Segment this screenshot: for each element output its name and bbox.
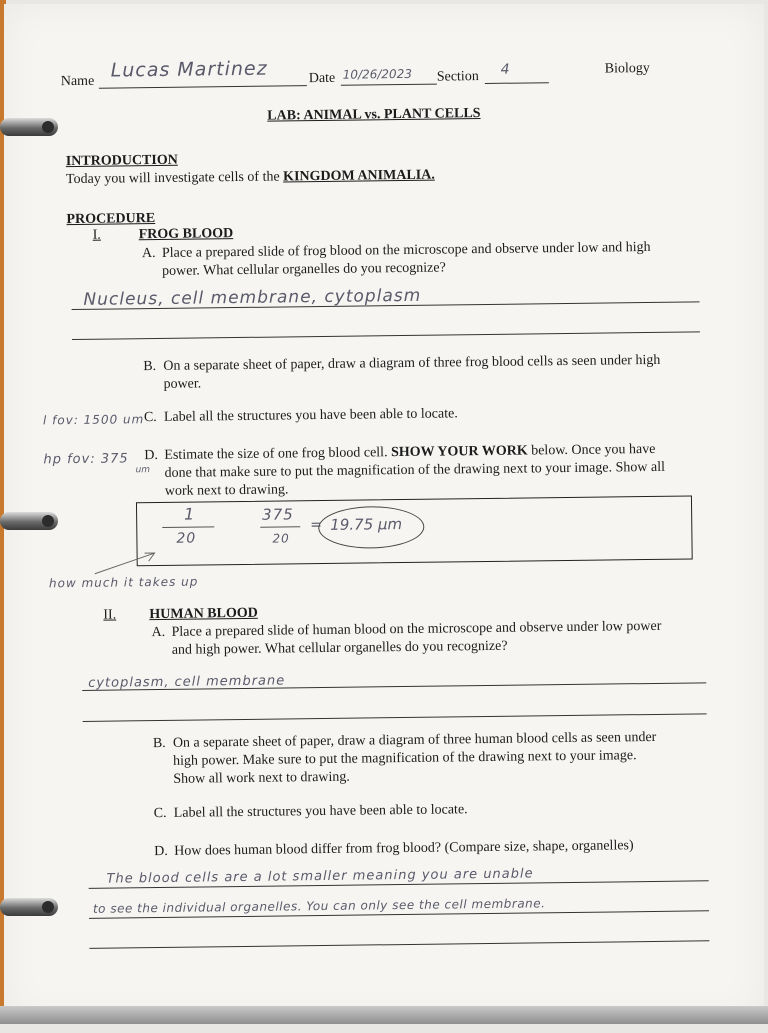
subject-label: Biology	[604, 60, 650, 77]
p2-qc-label: C.	[153, 805, 167, 822]
p1-qd-label: D.	[144, 448, 159, 464]
p2-qa-line2: and high power. What cellular organelles do you recognize?	[171, 638, 508, 658]
p1-qa-line2: power. What cellular organelles do you recognize?	[162, 260, 446, 279]
part2-number: II.	[103, 607, 117, 623]
p2-qb-label: B.	[152, 735, 166, 752]
margin-arrow	[93, 547, 163, 578]
date-line	[341, 84, 437, 86]
p1-qb-label: B.	[143, 359, 157, 375]
intro-text	[66, 168, 435, 189]
work-frac2-den: 20	[272, 531, 290, 546]
intro-kingdom: KINGDOM ANIMALIA.	[283, 167, 435, 185]
p1-qa-line-b	[72, 331, 700, 340]
p2-qd-answer-line2: to see the individual organelles. You can only see the cell membrane.	[92, 896, 546, 916]
work-answer: 19.75 µm	[330, 515, 403, 534]
p2-qd-label: D.	[154, 843, 168, 860]
p2-qb-line3: Show all work next to drawing.	[173, 769, 350, 787]
p2-qd-text: How does human blood differ from frog blood? (Compare size, shape, organelles)	[174, 838, 634, 859]
p2-qa-line1: Place a prepared slide of human blood on the microscope and observe under low power	[171, 618, 662, 640]
binder-ring-middle	[0, 512, 58, 530]
p1-qa-answer: Nucleus, cell membrane, cytoplasm	[83, 285, 422, 310]
date-value: 10/26/2023	[342, 66, 413, 82]
part1-title: FROG BLOOD	[138, 226, 234, 243]
intro-text-start: Today you will investigate cells of the	[65, 169, 284, 188]
part1-number: I.	[92, 227, 101, 243]
margin-arrow-line	[95, 553, 155, 574]
section-line	[485, 82, 549, 84]
p1-qd-line1-end: below. Once you have	[527, 441, 656, 459]
p2-qa-line-b	[83, 713, 707, 722]
p1-qc-label: C.	[143, 410, 157, 426]
intro-heading: INTRODUCTION	[65, 152, 178, 170]
page-stack-edge	[0, 1006, 768, 1024]
p1-qd-line3: work next to drawing.	[164, 482, 289, 499]
p1-qb-line2: power.	[163, 376, 202, 392]
worksheet-page	[4, 4, 764, 1020]
section-label: Section	[436, 69, 479, 85]
lab-title: LAB: ANIMAL vs. PLANT CELLS	[267, 106, 481, 124]
p2-qc-text: Label all the structures you have been able to locate.	[173, 802, 468, 821]
p2-qa-answer: cytoplasm, cell membrane	[88, 673, 286, 691]
work-frac1-den: 20	[176, 530, 197, 547]
work-frac2-num: 375	[262, 505, 294, 524]
show-your-work: SHOW YOUR WORK	[390, 443, 528, 461]
p2-qb-line1: On a separate sheet of paper, draw a diagram of three human blood cells as seen under	[172, 729, 657, 751]
work-frac1-num: 1	[183, 504, 196, 524]
work-equals: =	[310, 516, 324, 534]
p1-qa-line1: Place a prepared slide of frog blood on the microscope and observe under low and high	[161, 239, 651, 261]
p1-qc-text: Label all the structures you have been able to locate.	[163, 406, 458, 425]
margin-note-hp-fov: hp fov: 375	[43, 451, 129, 468]
p2-qd-line-c	[89, 940, 709, 949]
name-line	[99, 85, 307, 89]
p2-qb-line2: high power. Make sure to put the magnification of the drawing next to your image.	[173, 748, 637, 769]
section-value: 4	[500, 61, 511, 78]
p2-qa-label: A.	[151, 624, 166, 641]
part2-title: HUMAN BLOOD	[149, 605, 258, 623]
p2-qd-answer-line1: The blood cells are a lot smaller meaning you are unable	[106, 866, 534, 887]
p1-qa-label: A.	[141, 246, 156, 262]
margin-note-takes-up: how much it takes up	[48, 574, 199, 591]
p1-qd-line1-start: Estimate the size of one frog blood cell.	[164, 445, 392, 463]
name-value: Lucas Martinez	[110, 57, 268, 82]
p1-qd-line2: done that make sure to put the magnification of the drawing next to your image. Show all	[164, 459, 666, 481]
p1-qb-line1: On a separate sheet of paper, draw a diagram of three frog blood cells as seen under high	[163, 352, 661, 374]
binder-ring-bottom	[0, 898, 58, 916]
date-label: Date	[308, 70, 336, 87]
margin-note-low-fov: l fov: 1500 um	[42, 412, 145, 428]
margin-note-hp-unit: um	[135, 465, 151, 476]
binder-ring-top	[0, 118, 58, 136]
procedure-heading: PROCEDURE	[66, 211, 156, 228]
name-label: Name	[60, 73, 95, 90]
